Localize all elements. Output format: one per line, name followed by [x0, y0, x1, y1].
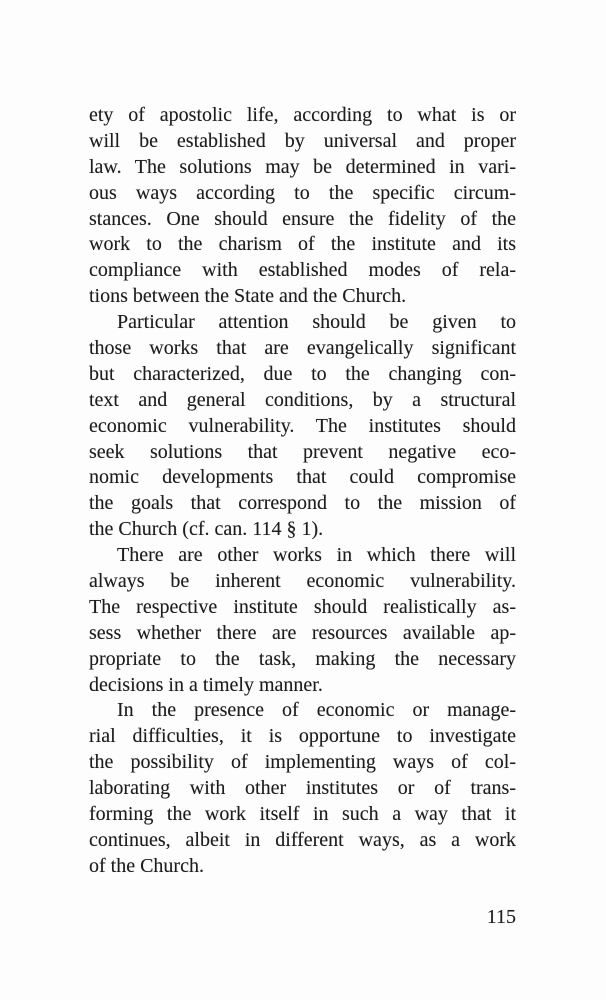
text-line: the Church (cf. can. 114 § 1). — [89, 518, 324, 541]
text-line: The respective institute should realistically as- — [89, 595, 516, 618]
text-line: work to the charism of the institute and its — [89, 233, 516, 256]
paragraph — [89, 543, 516, 698]
text-line: compliance with established modes of rela- — [89, 259, 516, 282]
text-line: nomic developments that could compromise — [89, 466, 516, 489]
text-line: Particular attention should be given to — [117, 311, 516, 334]
text-line: propriate to the task, making the necessary — [89, 647, 516, 670]
page-footer — [89, 905, 516, 931]
text-line: sess whether there are resources available ap- — [89, 621, 516, 644]
text-line: There are other works in which there will — [117, 544, 516, 567]
text-line: forming the work itself in such a way that it — [89, 803, 516, 826]
text-line: continues, albeit in different ways, as a work — [89, 828, 516, 851]
text-line: stances. One should ensure the fidelity of the — [89, 207, 516, 230]
paragraph — [89, 698, 516, 879]
text-line: tions between the State and the Church. — [89, 285, 407, 308]
text-line: ety of apostolic life, according to what is or — [89, 104, 516, 126]
text-line: In the presence of economic or manage- — [117, 699, 516, 722]
text-line: economic vulnerability. The institutes should — [89, 414, 516, 437]
text-line: ous ways according to the specific circum- — [89, 181, 516, 204]
page-number: 115 — [486, 905, 516, 928]
text-line: decisions in a timely manner. — [89, 673, 323, 696]
text-line: rial difficulties, it is opportune to investigate — [89, 725, 516, 748]
text-line: those works that are evangelically significant — [89, 337, 516, 360]
text-block — [89, 103, 516, 931]
text-line: of the Church. — [89, 854, 204, 877]
paragraphs — [89, 103, 516, 880]
text-line: seek solutions that prevent negative eco- — [89, 440, 516, 463]
text-line: laborating with other institutes or of trans- — [89, 777, 516, 800]
text-line: but characterized, due to the changing con- — [89, 362, 516, 385]
text-line: will be established by universal and proper — [89, 129, 516, 152]
text-line: law. The solutions may be determined in vari- — [89, 155, 516, 178]
text-line: the possibility of implementing ways of col- — [89, 751, 516, 774]
paragraph — [89, 310, 516, 543]
paragraph — [89, 103, 516, 310]
text-line: always be inherent economic vulnerability. — [89, 570, 516, 593]
text-line: the goals that correspond to the mission of — [89, 492, 516, 515]
text-line: text and general conditions, by a structural — [89, 388, 516, 411]
